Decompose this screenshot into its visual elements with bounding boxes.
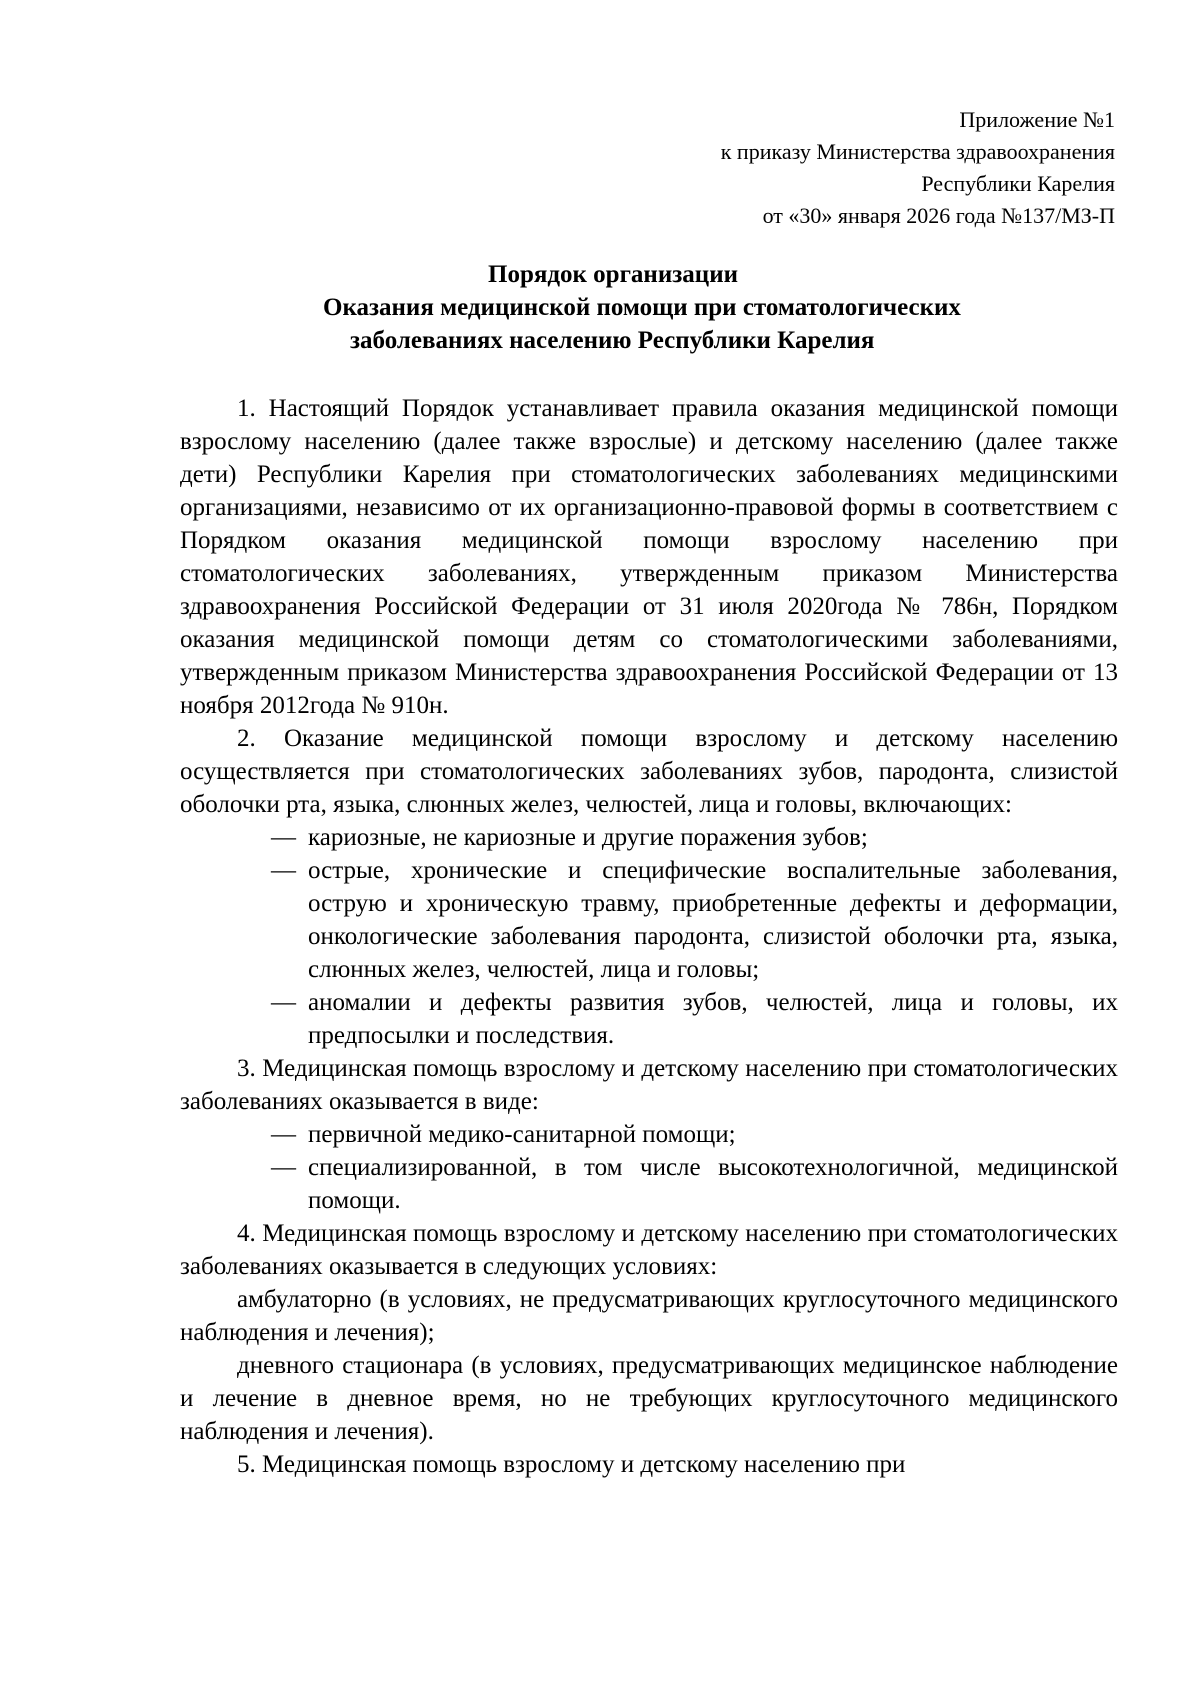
paragraph-1: 1. Настоящий Порядок устанавливает правила оказания медицинской помощи взрослому населению (далее также взрослые) и детскому населению (далее также дети) Республики Карелия при стоматологических заболеваниях медицинскими организациями, независимо от их организационно-правовой формы в соответствием с Порядком оказания медицинской помощи взрослому населению при стоматологических заболеваниях, утвержденным приказом Министерства здравоохранения Российской Федерации от 31 июля 2020года № 786н, Порядком оказания медицинской помощи детям со стоматологическими заболеваниями, утвержденным приказом Министерства здравоохранения Российской Федерации от 13 ноября 2012года № 910н. <box>180 395 1118 719</box>
dash-bullet: — <box>271 857 296 884</box>
paragraph-4-condition-2: дневного стационара (в условиях, предусматривающих медицинское наблюдение и лечение в дневное время, но не требующих круглосуточного медицинского наблюдения и лечения). <box>180 1352 1118 1445</box>
paragraph-5: 5. Медицинская помощь взрослому и детскому населению при <box>237 1451 906 1478</box>
dash-bullet: — <box>271 1121 296 1148</box>
list-item-text: кариозные, не кариозные и другие поражения зубов; <box>308 824 868 851</box>
appendix-line-1: Приложение №1 <box>959 107 1115 132</box>
document-body <box>180 392 1118 1481</box>
paragraph-3-list <box>180 1118 1118 1217</box>
dash-bullet: — <box>271 824 296 851</box>
list-item-text: аномалии и дефекты развития зубов, челюстей, лица и головы, их предпосылки и последствия. <box>308 989 1118 1049</box>
title-line-2: Оказания медицинской помощи при стоматологических <box>323 294 961 321</box>
paragraph-2: 2. Оказание медицинской помощи взрослому и детскому населению осуществляется при стоматологических заболеваниях зубов, пародонта, слизистой оболочки рта, языка, слюнных желез, челюстей, лица и головы, включающих: <box>180 725 1118 818</box>
list-item <box>271 986 1118 1052</box>
list-item-text: первичной медико-санитарной помощи; <box>308 1121 736 1148</box>
dash-bullet: — <box>271 1154 296 1181</box>
paragraph-4-condition-1: амбулаторно (в условиях, не предусматривающих круглосуточного медицинского наблюдения и лечения); <box>180 1286 1118 1346</box>
title-line-3: заболеваниях населению Республики Карелия <box>350 327 875 354</box>
appendix-line-3: Республики Карелия <box>921 171 1115 196</box>
paragraph-3: 3. Медицинская помощь взрослому и детскому населению при стоматологических заболеваниях оказывается в виде: <box>180 1055 1118 1115</box>
paragraph-4-text: Медицинская помощь взрослому и детскому населению при стоматологических заболеваниях оказывается в следующих условиях: <box>180 1220 1118 1280</box>
appendix-header <box>721 104 1115 232</box>
appendix-line-2: к приказу Министерства здравоохранения <box>720 139 1115 164</box>
title-line-1: Порядок организации <box>488 261 738 288</box>
list-item <box>271 1151 1118 1217</box>
paragraph-4-number: 4. <box>237 1220 256 1247</box>
dash-bullet: — <box>271 989 296 1016</box>
list-item <box>271 821 1118 854</box>
paragraph-4 <box>180 1217 1118 1283</box>
list-item-text: острые, хронические и специфические воспалительные заболевания, острую и хроническую травму, приобретенные дефекты и деформации, онкологические заболевания пародонта, слизистой оболочки рта, языка, слюнных желез, челюстей, лица и головы; <box>308 857 1118 983</box>
list-item <box>271 854 1118 986</box>
paragraph-2-list <box>180 821 1118 1052</box>
list-item <box>271 1118 1118 1151</box>
appendix-line-4: от «30» января 2026 года №137/МЗ-П <box>762 203 1115 228</box>
list-item-text: специализированной, в том числе высокотехнологичной, медицинской помощи. <box>308 1154 1118 1214</box>
